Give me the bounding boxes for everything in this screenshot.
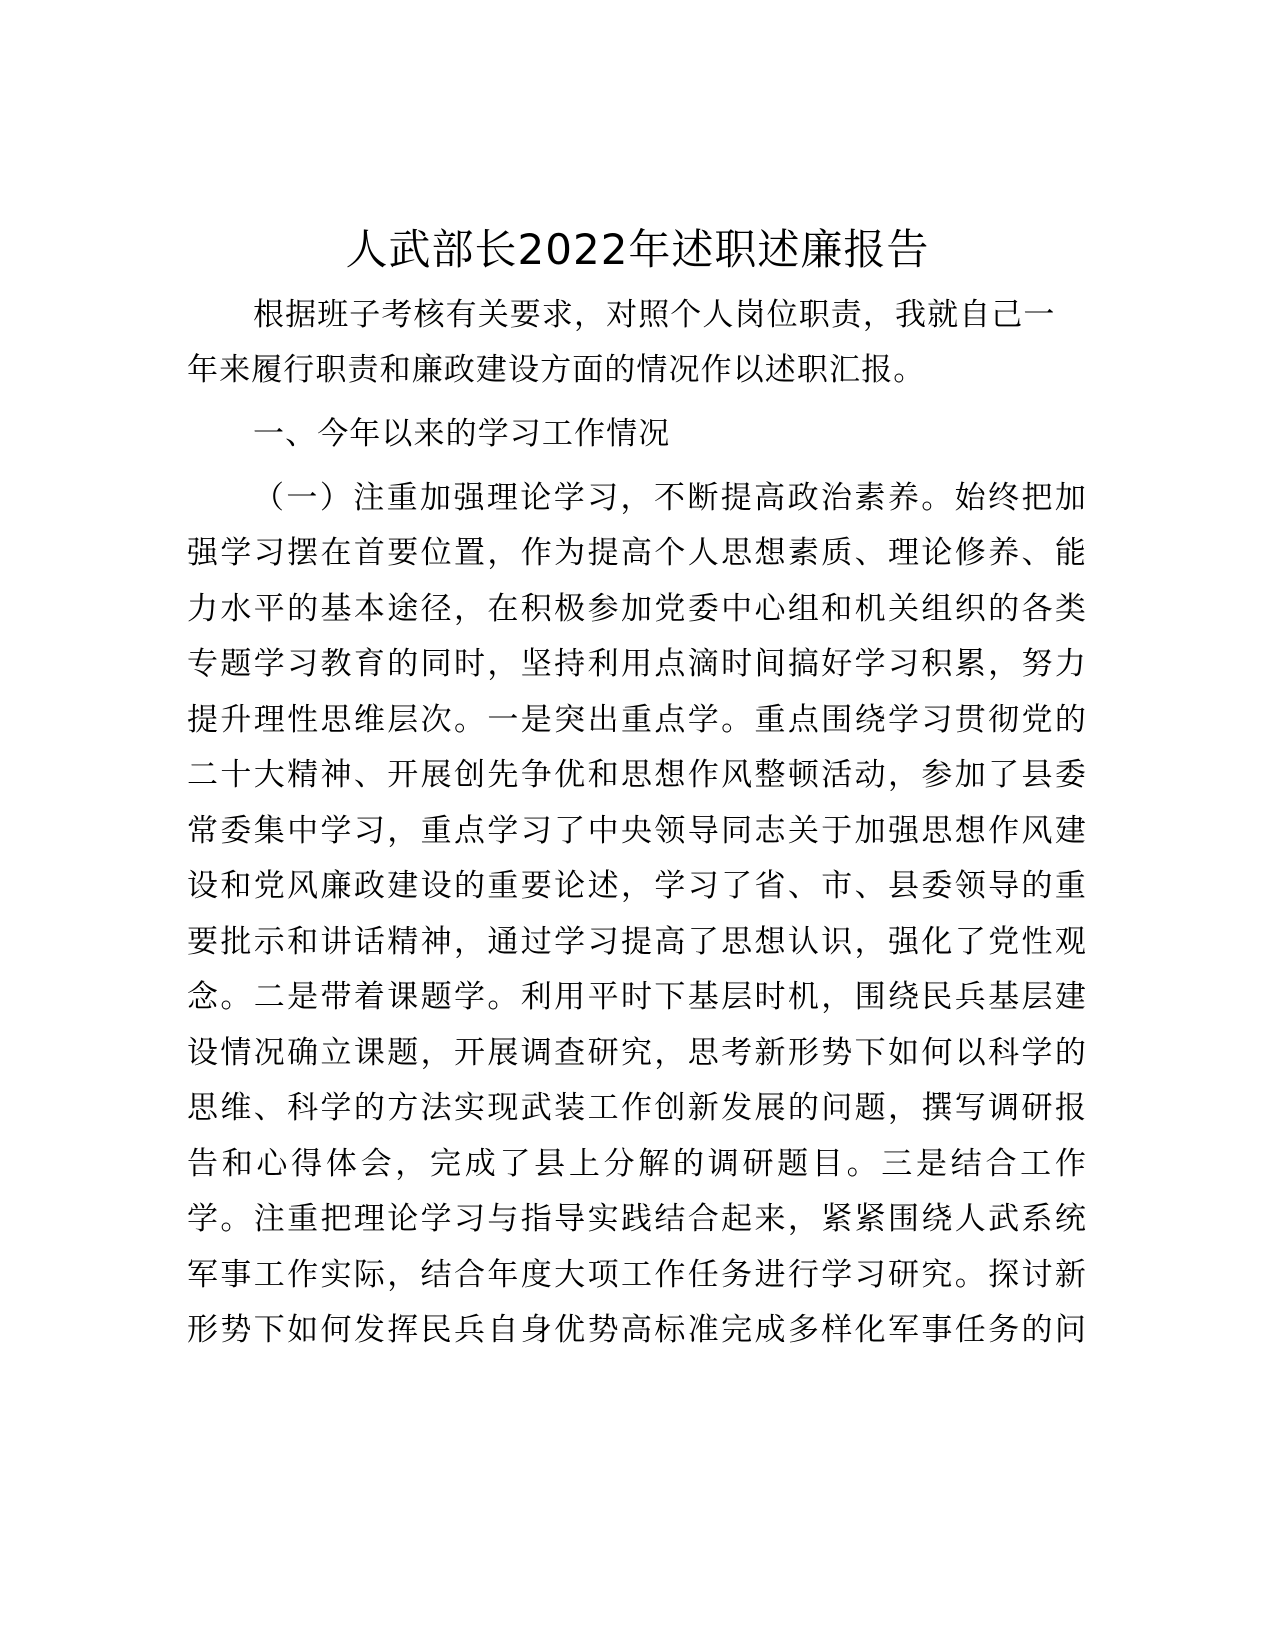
paragraph-line: 设情况确立课题，开展调查研究，思考新形势下如何以科学的 (187, 1035, 1087, 1071)
paragraph-line: 告和心得体会，完成了县上分解的调研题目。三是结合工作 (187, 1146, 1087, 1182)
paragraph-line: 设和党风廉政建设的重要论述，学习了省、市、县委领导的重 (187, 868, 1087, 904)
paragraph-line: 学。注重把理论学习与指导实践结合起来，紧紧围绕人武系统 (187, 1201, 1087, 1237)
paragraph-line: 要批示和讲话精神，通过学习提高了思想认识，强化了党性观 (187, 924, 1087, 960)
section-heading: 一、今年以来的学习工作情况 (253, 416, 671, 452)
paragraph-line: （一）注重加强理论学习，不断提高政治素养。始终把加 (253, 480, 1087, 516)
paragraph-line: 常委集中学习，重点学习了中央领导同志关于加强思想作风建 (187, 813, 1087, 849)
paragraph-line: 强学习摆在首要位置，作为提高个人思想素质、理论修养、能 (187, 535, 1087, 571)
paragraph-line: 提升理性思维层次。一是突出重点学。重点围绕学习贯彻党的 (187, 702, 1087, 738)
paragraph-line: 思维、科学的方法实现武装工作创新发展的问题，撰写调研报 (187, 1090, 1087, 1126)
paragraph-line: 年来履行职责和廉政建设方面的情况作以述职汇报。 (187, 352, 926, 388)
paragraph-line: 专题学习教育的同时，坚持利用点滴时间搞好学习积累，努力 (187, 646, 1087, 682)
paragraph-line: 根据班子考核有关要求，对照个人岗位职责，我就自己一 (253, 297, 1056, 333)
paragraph-line: 军事工作实际，结合年度大项工作任务进行学习研究。探讨新 (187, 1257, 1087, 1293)
document-title: 人武部长2022年述职述廉报告 (345, 225, 930, 274)
paragraph-line: 念。二是带着课题学。利用平时下基层时机，围绕民兵基层建 (187, 979, 1087, 1015)
paragraph-line: 二十大精神、开展创先争优和思想作风整顿活动，参加了县委 (187, 757, 1087, 793)
paragraph-line: 形势下如何发挥民兵自身优势高标准完成多样化军事任务的问 (187, 1312, 1087, 1348)
paragraph-line: 力水平的基本途径，在积极参加党委中心组和机关组织的各类 (187, 591, 1087, 627)
